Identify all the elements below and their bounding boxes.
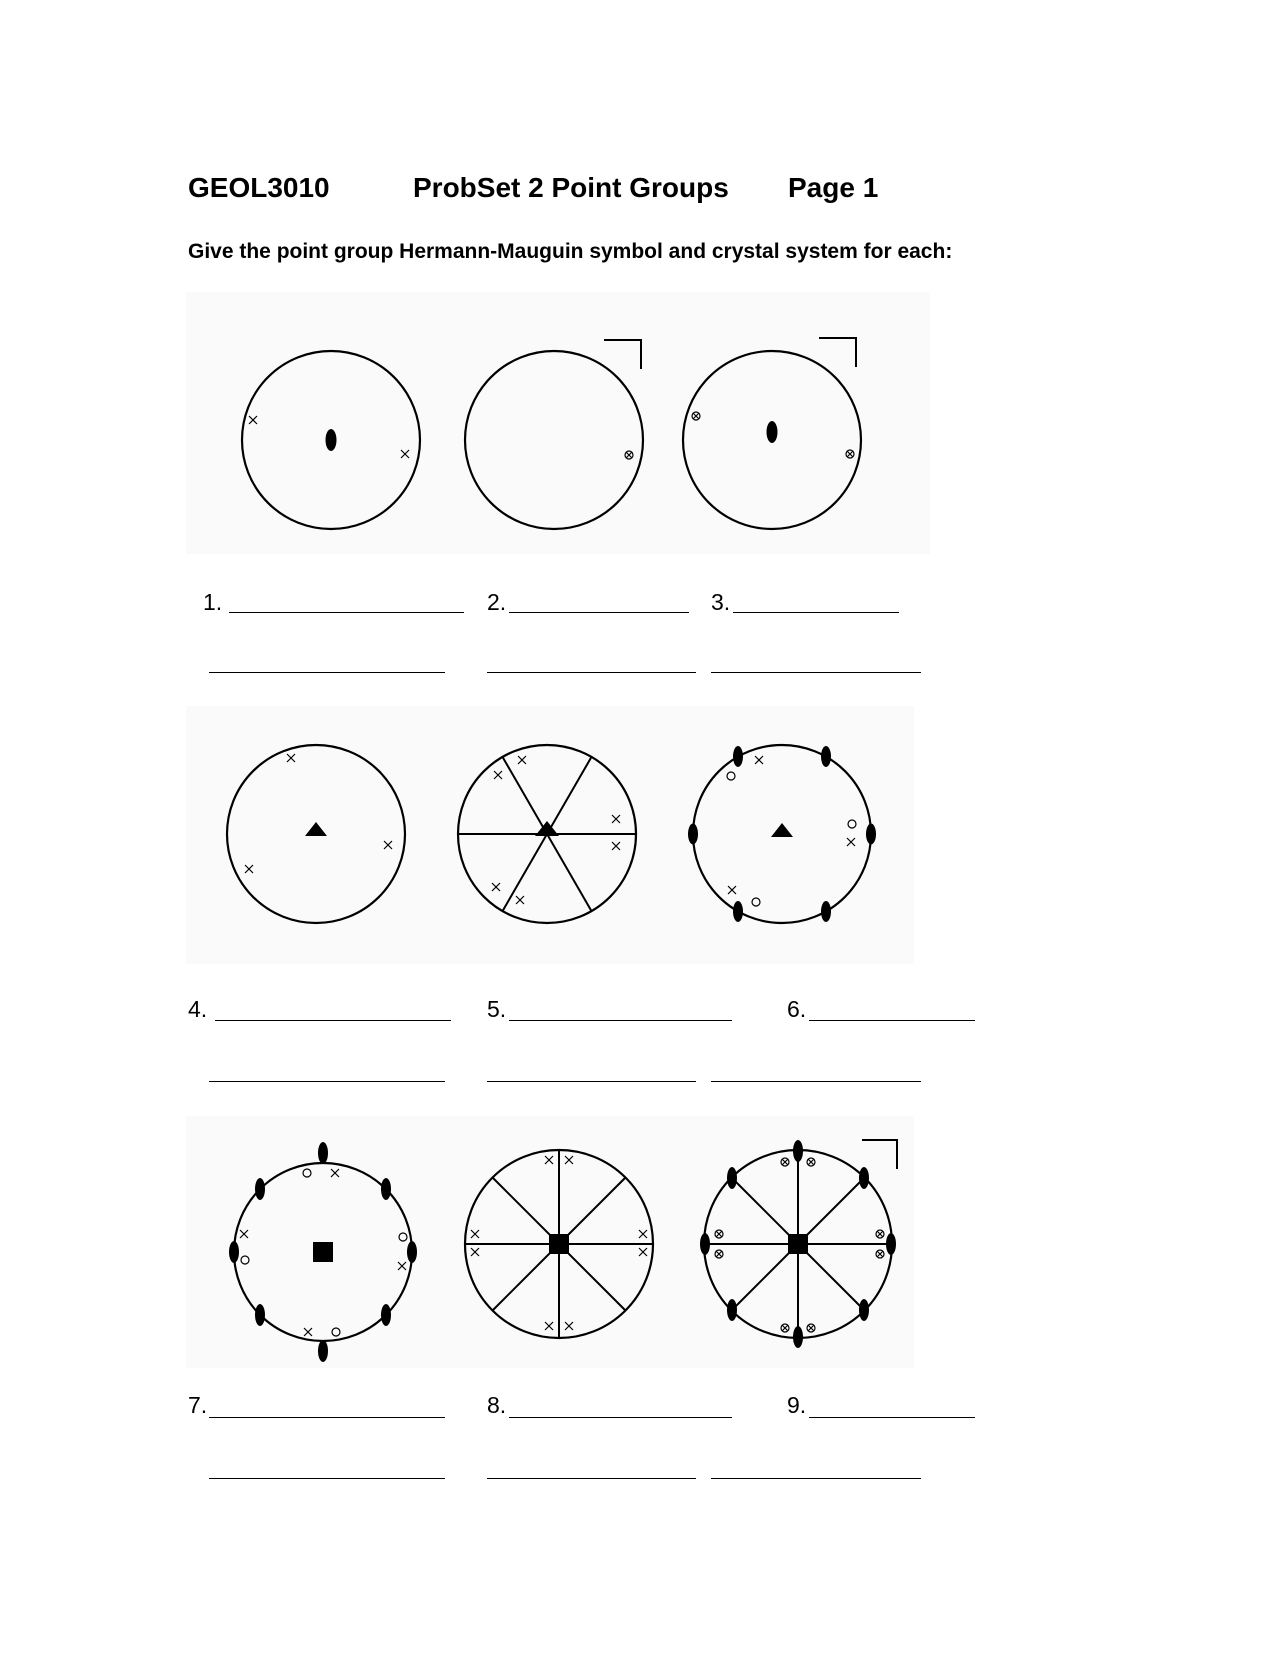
answer-line-symbol-4[interactable]: [215, 1020, 451, 1021]
answer-line-system-1[interactable]: [209, 672, 445, 673]
pole-upper-icon: [516, 896, 524, 904]
twofold-axis-icon: [859, 1167, 869, 1189]
stereogram-9: [700, 1138, 906, 1348]
pole-upper-icon: [847, 838, 855, 846]
pole-lower-icon: [303, 1169, 311, 1177]
stereogram-4: [224, 744, 408, 924]
pole-upper-icon: [639, 1230, 647, 1238]
stereogram-7: [231, 1142, 417, 1348]
pole-upper-icon: [518, 756, 526, 764]
twofold-axis-icon: [821, 746, 831, 767]
answer-line-symbol-8[interactable]: [509, 1417, 732, 1418]
twofold-axis-icon: [381, 1304, 391, 1326]
twofold-axis-icon: [886, 1233, 896, 1255]
fourfold-axis-icon: [788, 1234, 808, 1254]
twofold-axis-icon: [767, 421, 778, 443]
mirror-plane-corner-icon: [862, 1140, 897, 1169]
pole-upper-icon: [612, 815, 620, 823]
twofold-axis-icon: [733, 901, 743, 922]
pole-upper-icon: [471, 1248, 479, 1256]
pole-upper-icon: [471, 1230, 479, 1238]
answer-line-system-9[interactable]: [711, 1478, 921, 1479]
twofold-axis-icon: [688, 824, 698, 845]
answer-line-symbol-6[interactable]: [809, 1020, 975, 1021]
twofold-axis-icon: [793, 1140, 803, 1162]
answer-line-system-6[interactable]: [711, 1081, 921, 1082]
twofold-axis-icon: [326, 429, 337, 451]
twofold-axis-icon: [700, 1233, 710, 1255]
answer-line-system-4[interactable]: [209, 1081, 445, 1082]
stereogram-6: [690, 744, 876, 924]
instructions: Give the point group Hermann-Mauguin symbol and crystal system for each:: [188, 240, 953, 263]
pole-upper-icon: [245, 865, 253, 873]
twofold-axis-icon: [866, 824, 876, 845]
threefold-axis-icon: [305, 822, 327, 836]
page-number: Page 1: [788, 172, 879, 203]
pole-upper-icon: [401, 450, 409, 458]
stereogram-3: [682, 336, 868, 532]
twofold-axis-icon: [727, 1299, 737, 1321]
twofold-axis-icon: [793, 1326, 803, 1348]
pole-upper-icon: [545, 1156, 553, 1164]
stereogram-1: [239, 350, 425, 532]
problem-3-label: 3.: [711, 589, 731, 615]
pole-lower-icon: [848, 820, 856, 828]
stereogram-2: [462, 338, 648, 532]
problem-5-label: 5.: [487, 996, 507, 1022]
twofold-axis-icon: [318, 1142, 328, 1164]
pole-lower-icon: [241, 1256, 249, 1264]
pole-upper-icon: [384, 841, 392, 849]
threefold-axis-icon: [771, 823, 793, 837]
stereogram-8: [461, 1144, 657, 1344]
answer-line-symbol-1[interactable]: [229, 612, 464, 613]
problem-1-label: 1.: [203, 589, 223, 615]
pole-upper-icon: [565, 1322, 573, 1330]
pole-upper-icon: [612, 842, 620, 850]
pole-upper-icon: [331, 1169, 339, 1177]
pole-upper-icon: [755, 756, 763, 764]
answer-line-system-3[interactable]: [711, 672, 921, 673]
twofold-axis-icon: [727, 1167, 737, 1189]
answer-line-system-5[interactable]: [487, 1081, 696, 1082]
mirror-plane-corner-icon: [819, 338, 856, 367]
answer-line-symbol-9[interactable]: [809, 1417, 975, 1418]
pole-upper-icon: [639, 1248, 647, 1256]
pole-upper-icon: [287, 754, 295, 762]
answer-line-system-8[interactable]: [487, 1478, 696, 1479]
answer-line-system-7[interactable]: [209, 1478, 445, 1479]
problem-7-label: 7.: [188, 1392, 208, 1418]
twofold-axis-icon: [255, 1178, 265, 1200]
twofold-axis-icon: [733, 746, 743, 767]
problem-8-label: 8.: [487, 1392, 507, 1418]
answer-line-symbol-5[interactable]: [509, 1020, 732, 1021]
twofold-axis-icon: [318, 1340, 328, 1362]
twofold-axis-icon: [255, 1304, 265, 1326]
primitive-circle: [465, 351, 643, 529]
course-code: GEOL3010: [188, 172, 330, 203]
pole-upper-icon: [398, 1262, 406, 1270]
pole-upper-icon: [492, 883, 500, 891]
pole-upper-icon: [728, 886, 736, 894]
answer-line-symbol-2[interactable]: [509, 612, 689, 613]
stereogram-5: [455, 744, 641, 924]
problem-4-label: 4.: [188, 996, 208, 1022]
problem-9-label: 9.: [787, 1392, 807, 1418]
problem-set-title: ProbSet 2 Point Groups: [413, 172, 729, 203]
pole-upper-icon: [545, 1322, 553, 1330]
threefold-axis-icon: [535, 821, 559, 836]
problem-6-label: 6.: [787, 996, 807, 1022]
pole-lower-icon: [399, 1233, 407, 1241]
pole-lower-icon: [752, 898, 760, 906]
twofold-axis-icon: [229, 1241, 239, 1263]
pole-upper-icon: [494, 771, 502, 779]
answer-line-symbol-7[interactable]: [209, 1417, 445, 1418]
twofold-axis-icon: [821, 901, 831, 922]
answer-line-symbol-3[interactable]: [733, 612, 899, 613]
pole-lower-icon: [332, 1328, 340, 1336]
twofold-axis-icon: [407, 1241, 417, 1263]
mirror-plane-corner-icon: [604, 340, 641, 369]
pole-upper-icon: [249, 416, 257, 424]
pole-upper-icon: [240, 1230, 248, 1238]
answer-line-system-2[interactable]: [487, 672, 696, 673]
pole-upper-icon: [304, 1328, 312, 1336]
fourfold-axis-icon: [313, 1242, 333, 1262]
pole-lower-icon: [727, 772, 735, 780]
fourfold-axis-icon: [549, 1234, 569, 1254]
problem-2-label: 2.: [487, 589, 507, 615]
twofold-axis-icon: [381, 1178, 391, 1200]
pole-upper-icon: [565, 1156, 573, 1164]
twofold-axis-icon: [859, 1299, 869, 1321]
